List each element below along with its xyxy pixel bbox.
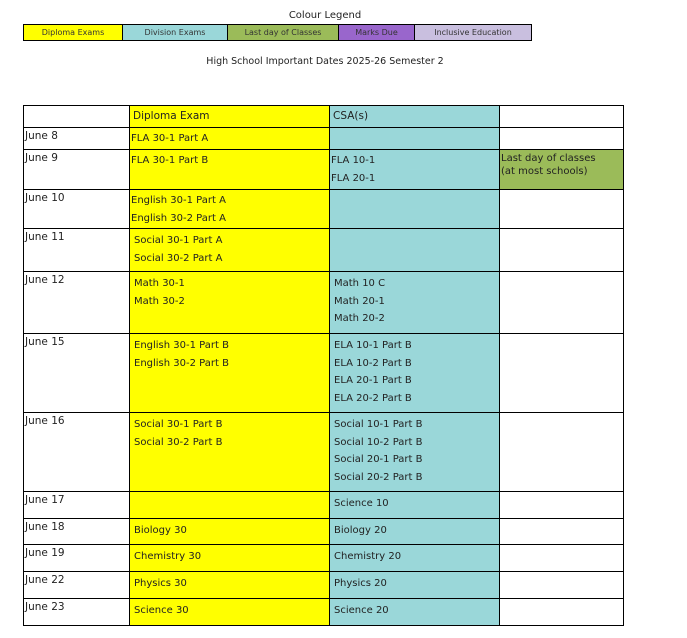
diploma-exam-cell — [130, 334, 330, 413]
header-csa: CSA(s) — [330, 106, 500, 128]
diploma-exam-cell — [130, 572, 330, 599]
row-date: June 17 — [24, 492, 130, 519]
csa-cell-entry: FLA 10-1 — [331, 155, 376, 166]
csa-cell — [330, 128, 500, 150]
table-row — [24, 334, 624, 413]
row-date: June 15 — [24, 334, 130, 413]
legend-item: Marks Due — [339, 25, 415, 40]
table-row — [24, 545, 624, 572]
row-date: June 23 — [24, 599, 130, 626]
csa-cell — [330, 413, 500, 492]
last-day-cell — [500, 519, 624, 545]
last-day-cell — [500, 599, 624, 626]
diploma-exam-cell-entry: English 30-1 Part B — [134, 340, 229, 351]
row-date: June 12 — [24, 272, 130, 334]
last-day-cell — [500, 128, 624, 150]
csa-cell — [330, 334, 500, 413]
csa-cell-entry: Chemistry 20 — [334, 551, 402, 562]
diploma-exam-cell — [130, 272, 330, 334]
csa-cell-entry: Physics 20 — [334, 578, 387, 589]
csa-cell-entry: Biology 20 — [334, 525, 387, 536]
legend-item: Diploma Exams — [24, 25, 123, 40]
table-row — [24, 229, 624, 272]
diploma-exam-cell-entry: Social 30-2 Part B — [134, 436, 223, 448]
diploma-exam-cell-entry: English 30-1 Part A — [131, 195, 226, 206]
diploma-exam-cell-entry: Science 30 — [134, 605, 189, 616]
header-notes — [500, 106, 624, 128]
csa-cell — [330, 572, 500, 599]
table-row — [24, 519, 624, 545]
diploma-exam-cell-entry: FLA 30-1 Part B — [131, 155, 209, 166]
table-row — [24, 272, 624, 334]
csa-cell-entry: Social 20-2 Part B — [334, 471, 423, 483]
last-day-note: (at most schools) — [501, 166, 588, 177]
important-dates-table — [23, 105, 624, 626]
last-day-cell — [500, 190, 624, 229]
header-diploma-exam: Diploma Exam — [130, 106, 330, 128]
table-row — [24, 492, 624, 519]
diploma-exam-cell-entry: Math 30-2 — [134, 295, 185, 307]
csa-cell-entry: ELA 20-2 Part B — [334, 392, 412, 404]
csa-cell — [330, 150, 500, 190]
diploma-exam-cell — [130, 599, 330, 626]
header-date — [24, 106, 130, 128]
last-day-cell — [500, 334, 624, 413]
diploma-exam-cell — [130, 492, 330, 519]
row-date: June 22 — [24, 572, 130, 599]
row-date: June 16 — [24, 413, 130, 492]
diploma-exam-cell-entry: English 30-2 Part B — [134, 357, 229, 369]
csa-cell — [330, 272, 500, 334]
diploma-exam-cell-entry: English 30-2 Part A — [131, 212, 226, 224]
table-row — [24, 599, 624, 626]
diploma-exam-cell — [130, 128, 330, 150]
row-date: June 10 — [24, 190, 130, 229]
diploma-exam-cell — [130, 150, 330, 190]
last-day-cell — [500, 545, 624, 572]
table-row — [24, 128, 624, 150]
diploma-exam-cell-entry: Math 30-1 — [134, 278, 185, 289]
table-row — [24, 413, 624, 492]
table-row — [24, 572, 624, 599]
csa-cell-entry: Math 20-1 — [334, 295, 385, 307]
csa-cell-entry: Social 10-2 Part B — [334, 436, 423, 448]
legend-title: Colour Legend — [288, 10, 362, 21]
legend-item: Last day of Classes — [228, 25, 339, 40]
diploma-exam-cell — [130, 545, 330, 572]
diploma-exam-cell-entry: Chemistry 30 — [134, 551, 202, 562]
diploma-exam-cell-entry: Social 30-2 Part A — [134, 252, 223, 264]
table-row — [24, 190, 624, 229]
diploma-exam-cell — [130, 229, 330, 272]
csa-cell — [330, 492, 500, 519]
table-header-row — [24, 106, 624, 128]
diploma-exam-cell-entry: Physics 30 — [134, 578, 187, 589]
row-date: June 19 — [24, 545, 130, 572]
table-row — [24, 150, 624, 190]
csa-cell-entry: Social 10-1 Part B — [334, 419, 423, 430]
last-day-cell — [500, 229, 624, 272]
row-date: June 18 — [24, 519, 130, 545]
row-date: June 11 — [24, 229, 130, 272]
csa-cell — [330, 519, 500, 545]
legend-item: Inclusive Education — [415, 25, 531, 40]
csa-cell-entry: ELA 10-1 Part B — [334, 340, 412, 351]
last-day-cell — [500, 150, 624, 190]
csa-cell — [330, 599, 500, 626]
csa-cell-entry: Math 10 C — [334, 278, 386, 289]
csa-cell — [330, 190, 500, 229]
csa-cell-entry: Social 20-1 Part B — [334, 454, 423, 465]
last-day-cell — [500, 572, 624, 599]
legend-item: Division Exams — [123, 25, 228, 40]
last-day-cell — [500, 272, 624, 334]
diploma-exam-cell-entry: FLA 30-1 Part A — [131, 133, 209, 144]
row-date: June 9 — [24, 150, 130, 190]
diploma-exam-cell — [130, 519, 330, 545]
csa-cell — [330, 545, 500, 572]
csa-cell-entry: Science 10 — [334, 498, 389, 509]
diploma-exam-cell-entry: Social 30-1 Part A — [134, 235, 223, 246]
diploma-exam-cell-entry: Social 30-1 Part B — [134, 419, 223, 430]
last-day-cell — [500, 413, 624, 492]
last-day-cell — [500, 492, 624, 519]
colour-legend — [23, 24, 532, 41]
csa-cell-entry: ELA 20-1 Part B — [334, 375, 412, 386]
row-date: June 8 — [24, 128, 130, 150]
csa-cell — [330, 229, 500, 272]
diploma-exam-cell — [130, 413, 330, 492]
page-title: High School Important Dates 2025-26 Semester 2 — [206, 56, 444, 67]
diploma-exam-cell-entry: Biology 30 — [134, 525, 187, 536]
csa-cell-entry: FLA 20-1 — [331, 172, 376, 184]
diploma-exam-cell — [130, 190, 330, 229]
last-day-note: Last day of classes — [501, 153, 596, 164]
csa-cell-entry: Science 20 — [334, 605, 389, 616]
csa-cell-entry: Math 20-2 — [334, 313, 385, 324]
csa-cell-entry: ELA 10-2 Part B — [334, 357, 412, 369]
